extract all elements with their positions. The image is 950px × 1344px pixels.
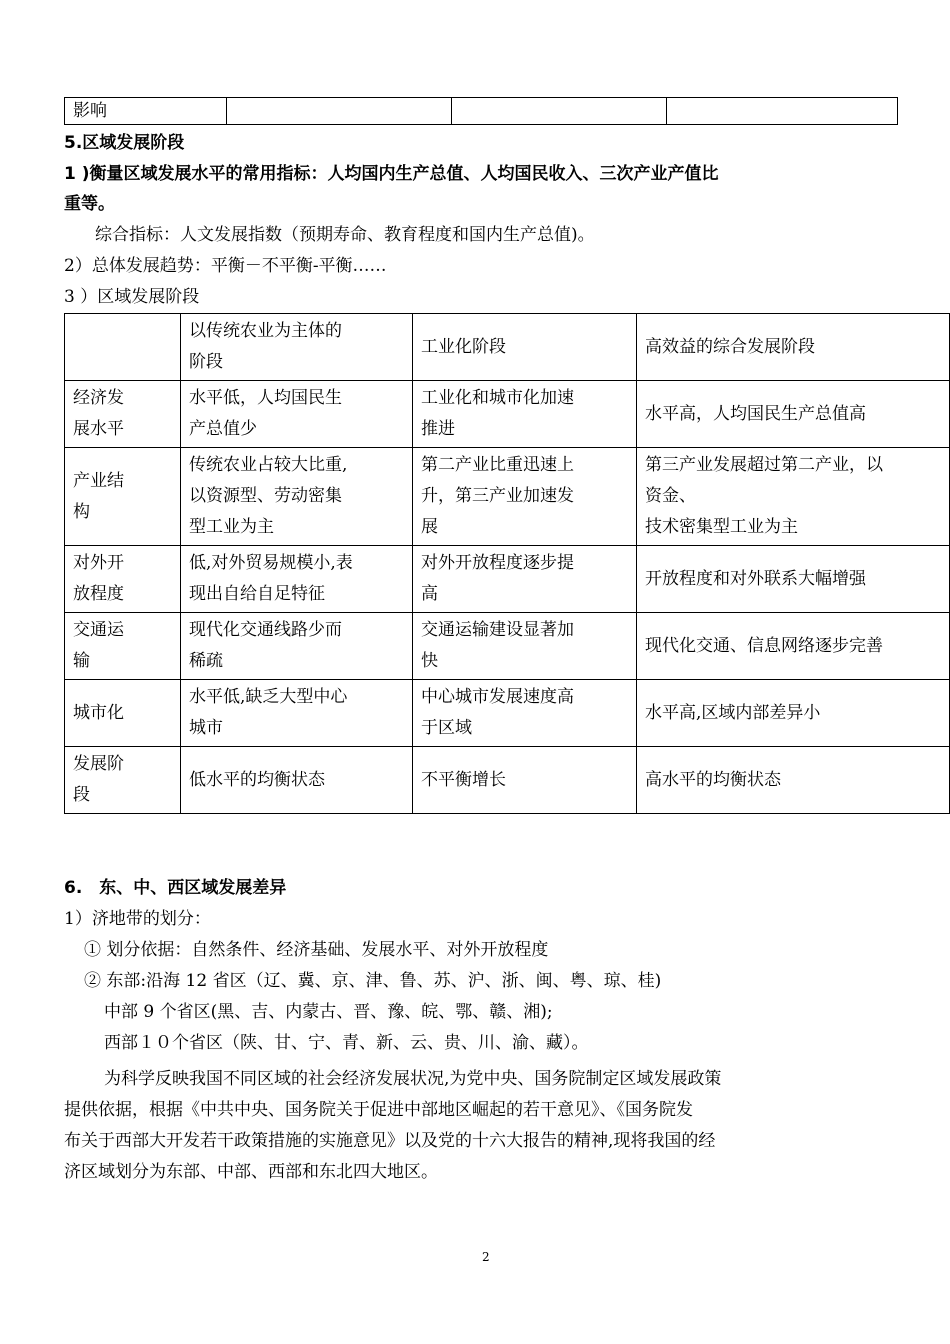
section-5-p1-line2: 重等。 — [64, 194, 115, 214]
section-5-p2: 2）总体发展趋势：平衡－不平衡-平衡…… — [64, 256, 387, 276]
section-5-p1-line1: 1 )衡量区域发展水平的常用指标：人均国内生产总值、人均国民收入、三次产业产值比 — [64, 164, 719, 184]
table-header-row — [65, 314, 950, 381]
table-cell: 第二产业比重迅速上 升，第三产业加速发 展 — [413, 448, 637, 546]
table-header-cell — [65, 314, 181, 381]
section-6-l5: 西部１０个省区（陕、甘、宁、青、新、云、贵、川、渝、藏）。 — [104, 1033, 589, 1053]
table-cell: 开放程度和对外联系大幅增强 — [637, 546, 950, 613]
table-header-cell: 工业化阶段 — [413, 314, 637, 381]
section-6-l4: 中部 9 个省区(黑、吉、内蒙古、晋、豫、皖、鄂、赣、湘); — [104, 1002, 553, 1022]
table-cell: 第三产业发展超过第二产业，以 资金、 技术密集型工业为主 — [637, 448, 950, 546]
table-row — [65, 448, 950, 546]
table-cell: 水平高,区域内部差异小 — [637, 680, 950, 747]
table-cell — [452, 98, 667, 125]
table-cell: 对外开放程度逐步提 高 — [413, 546, 637, 613]
table-row — [65, 98, 898, 125]
table-row — [65, 613, 950, 680]
table-cell: 低水平的均衡状态 — [181, 747, 413, 814]
table-header-cell: 以传统农业为主体的 阶段 — [181, 314, 413, 381]
table-cell: 交通运输建设显著加 快 — [413, 613, 637, 680]
table-row-label: 产业结 构 — [65, 448, 181, 546]
section-6-l1: 1）济地带的划分： — [64, 909, 211, 929]
table-row — [65, 381, 950, 448]
table-header-cell: 高效益的综合发展阶段 — [637, 314, 950, 381]
table-cell: 不平衡增长 — [413, 747, 637, 814]
table-cell — [227, 98, 452, 125]
top-table — [64, 97, 898, 125]
table-cell: 传统农业占较大比重, 以资源型、劳动密集 型工业为主 — [181, 448, 413, 546]
table-cell: 现代化交通、信息网络逐步完善 — [637, 613, 950, 680]
table-cell: 低,对外贸易规模小,表 现出自给自足特征 — [181, 546, 413, 613]
section-6-para-line: 布关于西部大开发若干政策措施的实施意见》以及党的十六大报告的精神,现将我国的经 — [64, 1131, 716, 1151]
table-cell: 水平低,缺乏大型中心 城市 — [181, 680, 413, 747]
stage-table — [64, 313, 950, 814]
section-6-heading: 6. 东、中、西区域发展差异 — [64, 878, 287, 898]
table-row-label: 经济发 展水平 — [65, 381, 181, 448]
section-6-para-line: 为科学反映我国不同区域的社会经济发展状况,为党中央、国务院制定区域发展政策 — [104, 1069, 722, 1089]
table-cell: 现代化交通线路少而 稀疏 — [181, 613, 413, 680]
table-cell: 水平高，人均国民生产总值高 — [637, 381, 950, 448]
section-6-l3: ② 东部:沿海 12 省区（辽、冀、京、津、鲁、苏、沪、浙、闽、粤、琼、桂) — [84, 971, 662, 991]
table-row-label: 对外开 放程度 — [65, 546, 181, 613]
section-5-p1-line3: 综合指标：人文发展指数（预期寿命、教育程度和国内生产总值)。 — [95, 225, 595, 245]
page-number: 2 — [482, 1250, 490, 1264]
section-5-heading: 5.区域发展阶段 — [64, 133, 185, 153]
table-cell: 影响 — [65, 98, 227, 125]
table-row-label: 发展阶 段 — [65, 747, 181, 814]
table-cell: 水平低，人均国民生 产总值少 — [181, 381, 413, 448]
table-cell: 中心城市发展速度高 于区域 — [413, 680, 637, 747]
table-row — [65, 747, 950, 814]
section-6-l2: ① 划分依据：自然条件、经济基础、发展水平、对外开放程度 — [84, 940, 549, 960]
table-row-label: 城市化 — [65, 680, 181, 747]
table-row-label: 交通运 输 — [65, 613, 181, 680]
table-row — [65, 546, 950, 613]
section-6-para-line: 提供依据，根据《中共中央、国务院关于促进中部地区崛起的若干意见》、《国务院发 — [64, 1100, 693, 1120]
table-row — [65, 680, 950, 747]
table-cell: 高水平的均衡状态 — [637, 747, 950, 814]
section-5-p3: 3 ）区域发展阶段 — [64, 287, 200, 307]
section-6-para-line: 济区域划分为东部、中部、西部和东北四大地区。 — [64, 1162, 438, 1182]
table-cell: 工业化和城市化加速 推进 — [413, 381, 637, 448]
table-cell — [667, 98, 898, 125]
